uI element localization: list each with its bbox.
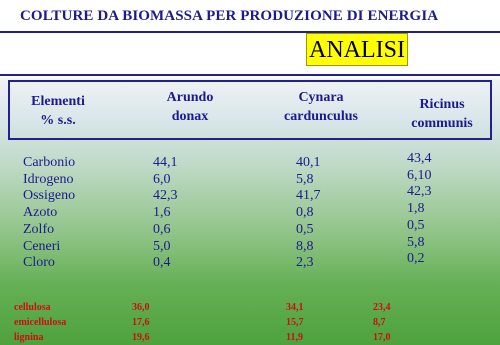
ricinus-value: 1,8 [407,201,425,217]
fibre-ricinus-value: 8,7 [373,317,386,328]
slide-title: COLTURE DA BIOMASSA PER PRODUZIONE DI ENERGIA [20,8,439,24]
cynara-value: 0,5 [296,221,314,237]
element-label: Ossigeno [23,188,76,204]
cynara-value: 5,8 [296,171,314,187]
ricinus-value: 42,3 [407,184,432,200]
fibre-label: emicellulosa [14,317,67,328]
cynara-value: 2,3 [296,255,314,271]
fibre-ricinus-value: 23,4 [373,302,391,313]
analisi-badge [306,33,408,66]
header-cynara [272,88,370,126]
ricinus-value: 5,8 [407,234,425,250]
arundo-value: 0,4 [153,255,171,271]
ricinus-value: 0,2 [407,251,425,267]
header-ricinus-line1: Ricinus [419,97,465,112]
fibre-label: lignina [14,332,44,343]
element-label: Azoto [23,205,58,221]
ricinus-values-column [407,151,432,268]
title-rule-top [0,31,500,33]
header-cynara-line1: Cynara [298,90,344,105]
element-label: Cloro [23,255,55,271]
element-label: Carbonio [23,155,76,170]
element-labels-column [23,155,75,272]
fibre-cynara-value: 15,7 [286,317,304,328]
fibre-labels-column [14,300,66,345]
fibre-cynara-column [286,300,304,345]
cynara-value: 40,1 [296,155,321,170]
cynara-values-column [296,155,321,272]
element-label: Zolfo [23,221,55,237]
fibre-arundo-column [132,300,150,345]
ricinus-value: 43,4 [407,151,432,166]
element-label: Idrogeno [23,171,74,187]
cynara-value: 0,8 [296,205,314,221]
arundo-value: 0,6 [153,221,171,237]
header-arundo-line2: donax [171,109,209,124]
cynara-value: 8,8 [296,238,314,254]
fibre-ricinus-value: 17,0 [373,332,391,343]
ricinus-value: 0,5 [407,217,425,233]
header-ricinus-line2: communis [411,116,473,131]
fibre-arundo-value: 19,6 [132,332,150,343]
fibre-label: cellulosa [14,302,51,313]
header-cynara-line2: cardunculus [284,109,358,124]
fibre-arundo-value: 36,0 [132,302,150,313]
arundo-value: 44,1 [153,155,178,170]
arundo-values-column [153,155,178,272]
title-rule-bottom [0,74,500,76]
fibre-arundo-value: 17,6 [132,317,150,328]
cynara-value: 41,7 [296,188,321,204]
header-arundo-line1: Arundo [166,90,214,105]
element-label: Ceneri [23,238,61,254]
fibre-cynara-value: 11,9 [286,332,303,343]
fibre-ricinus-column [373,300,391,345]
header-ricinus [402,95,482,133]
header-arundo [150,88,230,126]
arundo-value: 1,6 [153,205,171,221]
fibre-cynara-value: 34,1 [286,302,304,313]
arundo-value: 6,0 [153,171,171,187]
analisi-badge-label: ANALISI [309,36,405,63]
arundo-value: 5,0 [153,238,171,254]
header-elementi-line2: % s.s. [40,113,76,128]
header-elementi [22,92,94,130]
arundo-value: 42,3 [153,188,178,204]
header-elementi-line1: Elementi [31,94,85,109]
ricinus-value: 6,10 [407,167,432,183]
